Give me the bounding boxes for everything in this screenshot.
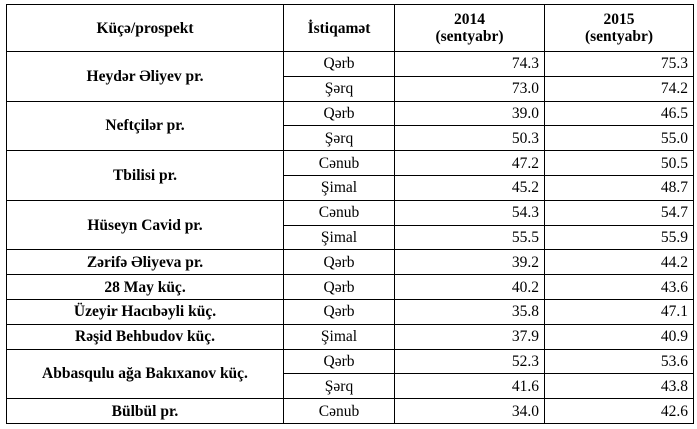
table-row [7, 52, 694, 77]
street-cell: Zərifə Əliyeva pr. [7, 250, 284, 275]
value-2015-cell: 54.7 [545, 200, 694, 225]
speed-table [6, 4, 694, 424]
table-row [7, 250, 694, 275]
direction-cell: Qərb [284, 299, 395, 324]
street-cell: Üzeyir Hacıbəyli küç. [7, 299, 284, 324]
direction-cell: Şimal [284, 324, 395, 349]
value-2014-cell: 34.0 [395, 399, 545, 424]
direction-cell: Şərq [284, 374, 395, 399]
value-2014-cell: 41.6 [395, 374, 545, 399]
value-2014-cell: 39.0 [395, 101, 545, 126]
table-row [7, 299, 694, 324]
direction-cell: Qərb [284, 101, 395, 126]
header-row [7, 5, 694, 52]
value-2014-cell: 52.3 [395, 349, 545, 374]
value-2015-cell: 42.6 [545, 399, 694, 424]
header-street: Küçə/prospekt [7, 5, 284, 52]
street-cell: Hüseyn Cavid pr. [7, 200, 284, 250]
value-2014-cell: 54.3 [395, 200, 545, 225]
table-row [7, 101, 694, 126]
header-2014-year: 2014 [454, 11, 485, 28]
value-2015-cell: 40.9 [545, 324, 694, 349]
value-2014-cell: 50.3 [395, 126, 545, 151]
direction-cell: Cənub [284, 200, 395, 225]
header-direction: İstiqamət [284, 5, 395, 52]
value-2015-cell: 44.2 [545, 250, 694, 275]
value-2014-cell: 39.2 [395, 250, 545, 275]
header-2014-month: (sentyabr) [435, 28, 504, 45]
value-2014-cell: 40.2 [395, 275, 545, 300]
direction-cell: Şərq [284, 126, 395, 151]
value-2014-cell: 47.2 [395, 151, 545, 176]
value-2015-cell: 47.1 [545, 299, 694, 324]
street-cell: Neftçilər pr. [7, 101, 284, 151]
value-2015-cell: 43.8 [545, 374, 694, 399]
table-row [7, 275, 694, 300]
value-2015-cell: 43.6 [545, 275, 694, 300]
value-2015-cell: 48.7 [545, 175, 694, 200]
header-2015 [545, 5, 694, 52]
direction-cell: Cənub [284, 151, 395, 176]
table-row [7, 349, 694, 374]
value-2015-cell: 55.0 [545, 126, 694, 151]
value-2014-cell: 45.2 [395, 175, 545, 200]
header-2015-year: 2015 [603, 11, 635, 28]
table-row [7, 200, 694, 225]
direction-cell: Qərb [284, 52, 395, 77]
street-cell: Tbilisi pr. [7, 151, 284, 201]
value-2014-cell: 37.9 [395, 324, 545, 349]
value-2014-cell: 74.3 [395, 52, 545, 77]
value-2015-cell: 74.2 [545, 76, 694, 101]
value-2015-cell: 46.5 [545, 101, 694, 126]
table-row [7, 324, 694, 349]
table-row [7, 151, 694, 176]
value-2015-cell: 75.3 [545, 52, 694, 77]
value-2015-cell: 55.9 [545, 225, 694, 250]
direction-cell: Şərq [284, 76, 395, 101]
street-cell: Abbasqulu ağa Bakıxanov küç. [7, 349, 284, 399]
value-2014-cell: 35.8 [395, 299, 545, 324]
direction-cell: Cənub [284, 399, 395, 424]
value-2015-cell: 50.5 [545, 151, 694, 176]
direction-cell: Qərb [284, 275, 395, 300]
direction-cell: Şimal [284, 225, 395, 250]
direction-cell: Qərb [284, 349, 395, 374]
value-2015-cell: 53.6 [545, 349, 694, 374]
street-cell: Rəşid Behbudov küç. [7, 324, 284, 349]
table-row [7, 399, 694, 424]
street-cell: Bülbül pr. [7, 399, 284, 424]
header-2015-month: (sentyabr) [584, 28, 654, 45]
direction-cell: Şimal [284, 175, 395, 200]
header-2014 [395, 5, 545, 52]
street-cell: 28 May küç. [7, 275, 284, 300]
direction-cell: Qərb [284, 250, 395, 275]
street-cell: Heydər Əliyev pr. [7, 52, 284, 102]
value-2014-cell: 55.5 [395, 225, 545, 250]
value-2014-cell: 73.0 [395, 76, 545, 101]
